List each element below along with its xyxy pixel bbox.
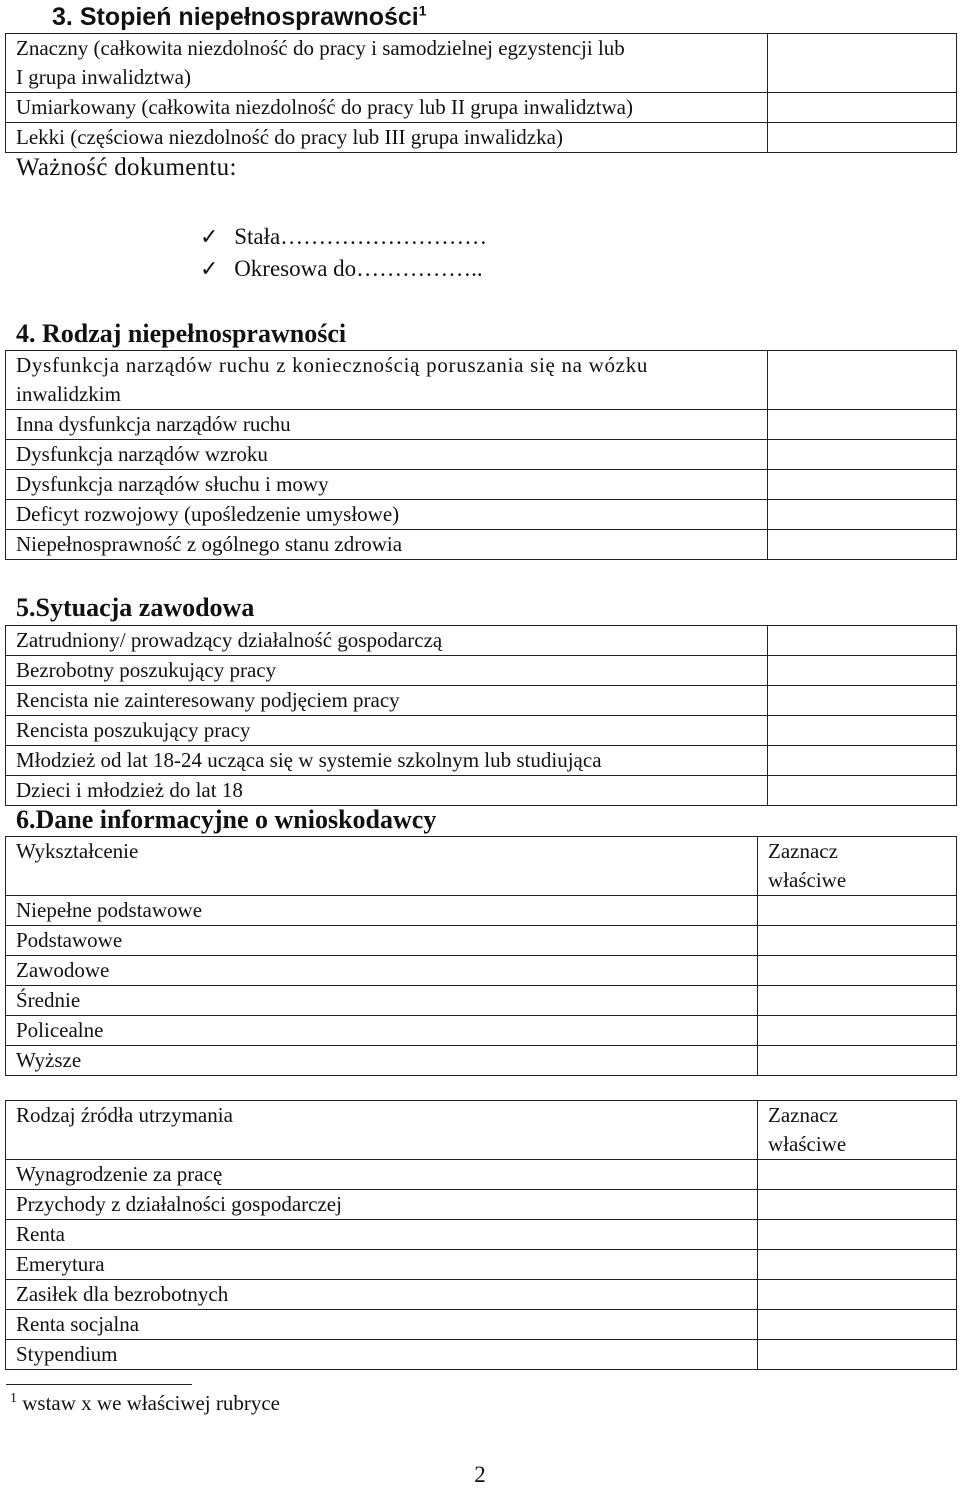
validity-label: Ważność dokumentu:: [16, 154, 237, 181]
degree-light-checkbox[interactable]: [768, 123, 957, 153]
education-mark-header: [758, 837, 957, 896]
income-header: Rodzaj źródła utrzymania: [6, 1101, 758, 1160]
income-row-social-pension: Renta socjalna: [6, 1310, 758, 1340]
type-row-vision: Dysfunkcja narządów wzroku: [6, 440, 768, 470]
education-primary-checkbox[interactable]: [758, 926, 957, 956]
type-wheelchair-checkbox[interactable]: [768, 351, 957, 410]
education-mark-label-1: Zaznacz: [768, 839, 838, 863]
validity-temporary-label: Okresowa do……………..: [234, 256, 483, 281]
type-hearing-checkbox[interactable]: [768, 470, 957, 500]
employment-row-children: Dzieci i młodzież do lat 18: [6, 776, 768, 806]
education-post-secondary-checkbox[interactable]: [758, 1016, 957, 1046]
footnote-separator: [6, 1384, 192, 1385]
income-row-disability-pension: Renta: [6, 1220, 758, 1250]
income-retirement-checkbox[interactable]: [758, 1250, 957, 1280]
checkmark-icon: ✓: [200, 225, 219, 250]
section5-title: 5.Sytuacja zawodowa: [16, 593, 255, 622]
education-secondary-checkbox[interactable]: [758, 986, 957, 1016]
employment-table: [5, 625, 957, 806]
type-row-hearing: Dysfunkcja narządów słuchu i mowy: [6, 470, 768, 500]
employment-children-checkbox[interactable]: [768, 776, 957, 806]
degree-row-light: Lekki (częściowa niezdolność do pracy lub III grupa inwalidzka): [6, 123, 768, 153]
type-vision-checkbox[interactable]: [768, 440, 957, 470]
education-vocational-checkbox[interactable]: [758, 956, 957, 986]
income-row-retirement: Emerytura: [6, 1250, 758, 1280]
income-row-salary: Wynagrodzenie za pracę: [6, 1160, 758, 1190]
income-mark-label-2: właściwe: [768, 1132, 847, 1156]
income-table: [5, 1100, 957, 1370]
footnote-ref: 1: [418, 2, 427, 19]
employment-row-unemployed: Bezrobotny poszukujący pracy: [6, 656, 768, 686]
validity-permanent-label: Stała………………………: [234, 224, 488, 249]
education-row-higher: Wyższe: [6, 1046, 758, 1076]
degree-severe-line1: Znaczny (całkowita niezdolność do pracy i samodzielnej egzystencji lub: [16, 36, 625, 60]
validity-option-temporary[interactable]: [200, 254, 483, 284]
education-row-secondary: Średnie: [6, 986, 758, 1016]
education-row-incomplete-primary: Niepełne podstawowe: [6, 896, 758, 926]
income-row-scholarship: Stypendium: [6, 1340, 758, 1370]
income-scholarship-checkbox[interactable]: [758, 1340, 957, 1370]
type-row-developmental: Deficyt rozwojowy (upośledzenie umysłowe): [6, 500, 768, 530]
type-row-general-health: Niepełnosprawność z ogólnego stanu zdrowia: [6, 530, 768, 560]
section6-title: 6.Dane informacyjne o wnioskodawcy: [16, 805, 437, 834]
page-number: 2: [474, 1462, 486, 1487]
checkmark-icon: ✓: [200, 257, 219, 282]
income-unemployment-benefit-checkbox[interactable]: [758, 1280, 957, 1310]
footnote: [10, 1388, 280, 1418]
section3-title: Stopień niepełnosprawności: [79, 3, 419, 31]
degree-moderate-checkbox[interactable]: [768, 93, 957, 123]
income-disability-pension-checkbox[interactable]: [758, 1220, 957, 1250]
employment-unemployed-checkbox[interactable]: [768, 656, 957, 686]
type-wheelchair-line2: inwalidzkim: [16, 382, 121, 406]
type-motor-checkbox[interactable]: [768, 410, 957, 440]
section4-title: 4. Rodzaj niepełnosprawności: [16, 319, 347, 348]
income-row-unemployment-benefit: Zasiłek dla bezrobotnych: [6, 1280, 758, 1310]
employment-row-pensioner-seeking: Rencista poszukujący pracy: [6, 716, 768, 746]
type-developmental-checkbox[interactable]: [768, 500, 957, 530]
education-incomplete-primary-checkbox[interactable]: [758, 896, 957, 926]
income-salary-checkbox[interactable]: [758, 1160, 957, 1190]
section3-heading: [52, 2, 427, 32]
education-higher-checkbox[interactable]: [758, 1046, 957, 1076]
employment-row-youth-student: Młodzież od lat 18-24 ucząca się w systemie szkolnym lub studiująca: [6, 746, 768, 776]
disability-type-table: [5, 350, 957, 560]
education-row-vocational: Zawodowe: [6, 956, 758, 986]
footnote-text: wstaw x we właściwej rubryce: [17, 1391, 280, 1415]
disability-degree-table: [5, 33, 957, 153]
footnote-marker: 1: [10, 1391, 17, 1406]
type-general-health-checkbox[interactable]: [768, 530, 957, 560]
education-header: Wykształcenie: [6, 837, 758, 896]
education-row-post-secondary: Policealne: [6, 1016, 758, 1046]
degree-severe-line2: I grupa inwalidztwa): [16, 65, 191, 89]
employment-row-employed: Zatrudniony/ prowadzący działalność gospodarczą: [6, 626, 768, 656]
employment-youth-student-checkbox[interactable]: [768, 746, 957, 776]
income-business-checkbox[interactable]: [758, 1190, 957, 1220]
degree-row-severe: [6, 34, 768, 93]
income-mark-label-1: Zaznacz: [768, 1103, 838, 1127]
employment-row-pensioner-not-seeking: Rencista nie zainteresowany podjęciem pracy: [6, 686, 768, 716]
education-mark-label-2: właściwe: [768, 868, 847, 892]
validity-option-permanent[interactable]: [200, 222, 487, 252]
employment-employed-checkbox[interactable]: [768, 626, 957, 656]
employment-pensioner-not-seeking-checkbox[interactable]: [768, 686, 957, 716]
education-table: [5, 836, 957, 1076]
income-social-pension-checkbox[interactable]: [758, 1310, 957, 1340]
type-row-motor: Inna dysfunkcja narządów ruchu: [6, 410, 768, 440]
education-row-primary: Podstawowe: [6, 926, 758, 956]
section3-number: 3.: [52, 3, 73, 31]
degree-severe-checkbox[interactable]: [768, 34, 957, 93]
employment-pensioner-seeking-checkbox[interactable]: [768, 716, 957, 746]
income-row-business: Przychody z działalności gospodarczej: [6, 1190, 758, 1220]
income-mark-header: [758, 1101, 957, 1160]
type-wheelchair-line1: Dysfunkcja narządów ruchu z koniecznością poruszania się na wózku: [16, 353, 649, 377]
degree-row-moderate: Umiarkowany (całkowita niezdolność do pracy lub II grupa inwalidztwa): [6, 93, 768, 123]
type-row-wheelchair: [6, 351, 768, 410]
